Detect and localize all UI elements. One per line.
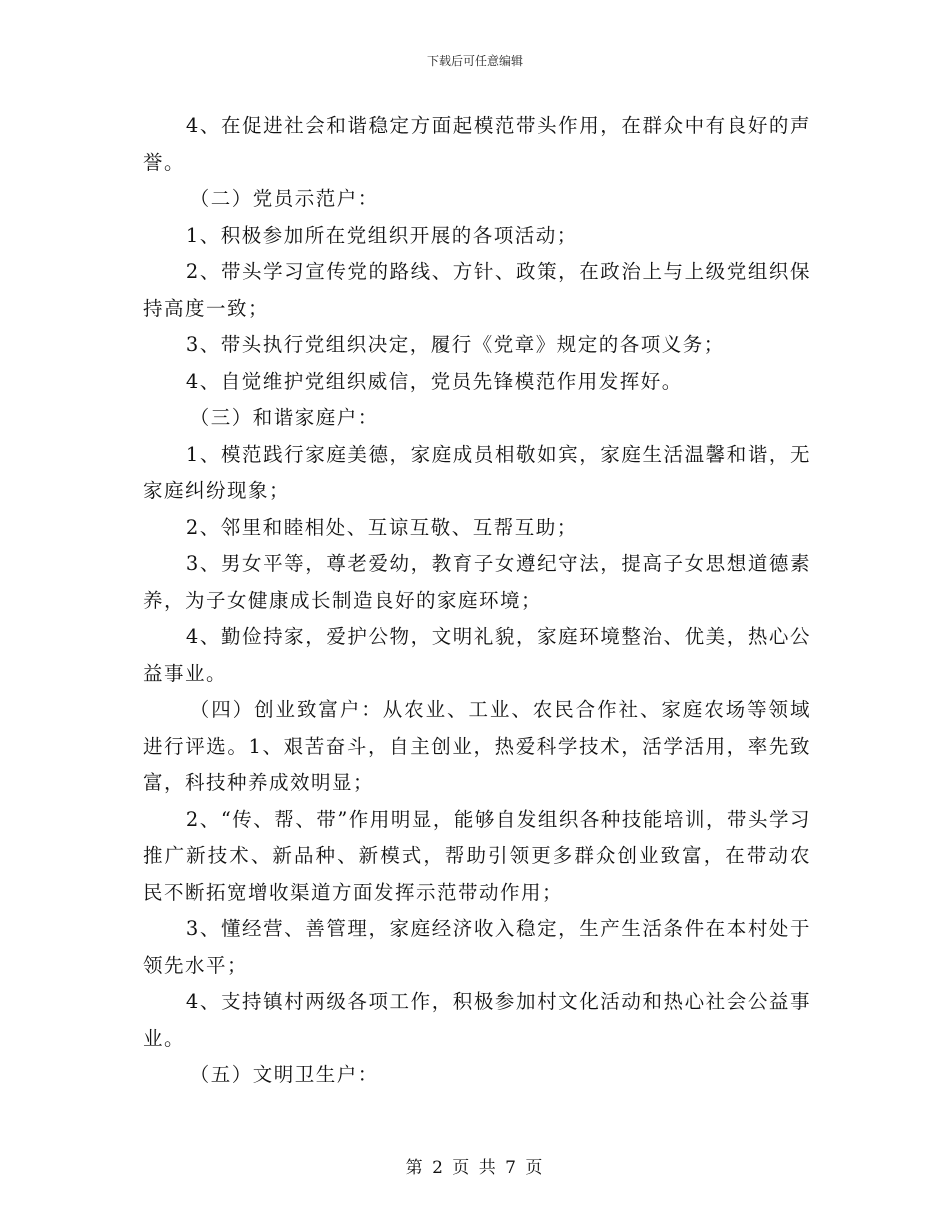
paragraph: 4、支持镇村两级各项工作，积极参加村文化活动和热心社会公益事业。 bbox=[143, 990, 811, 1050]
paragraph: 2、“传、帮、带”作用明显，能够自发组织各种技能培训，带头学习推广新技术、新品种、新模式，帮助引领更多群众创业致富，在带动农民不断拓宽增收渠道方面发挥示范带动作用； bbox=[143, 807, 811, 904]
paragraph: 2、邻里和睦相处、互谅互敬、互帮互助； bbox=[185, 515, 578, 539]
paragraph: 3、男女平等，尊老爱幼，教育子女遵纪守法，提高子女思想道德素养，为子女健康成长制造良好的家庭环境； bbox=[143, 552, 811, 612]
paragraph: 2、带头学习宣传党的路线、方针、政策，在政治上与上级党组织保持高度一致； bbox=[143, 260, 811, 320]
paragraph: 1、模范践行家庭美德，家庭成员相敬如宾，家庭生活温馨和谐，无家庭纠纷现象； bbox=[143, 442, 811, 502]
page-number: 第 2 页 共 7 页 bbox=[405, 1158, 545, 1178]
section-heading: （五）文明卫生户： bbox=[189, 1063, 379, 1086]
paragraph: 4、在促进社会和谐稳定方面起模范带头作用，在群众中有良好的声誉。 bbox=[143, 114, 811, 174]
paragraph: 4、勤俭持家，爱护公物，文明礼貌，家庭环境整治、优美，热心公益事业。 bbox=[143, 625, 811, 685]
section-heading: （三）和谐家庭户： bbox=[189, 406, 379, 429]
paragraph: 4、自觉维护党组织威信，党员先锋模范作用发挥好。 bbox=[185, 369, 683, 393]
section-heading: （四）创业致富户：从农业、工业、农民合作社、家庭农场等领域进行评选。1、艰苦奋斗，自主创业，热爱科学技术，活学活用，率先致富，科技种养成效明显； bbox=[143, 698, 811, 794]
paragraph: 3、懂经营、善管理，家庭经济收入稳定，生产生活条件在本村处于领先水平； bbox=[143, 917, 811, 977]
paragraph: 3、带头执行党组织决定，履行《党章》规定的各项义务； bbox=[185, 333, 725, 356]
section-heading: （二）党员示范户： bbox=[189, 187, 379, 210]
paragraph: 1、积极参加所在党组织开展的各项活动； bbox=[185, 223, 578, 247]
page-header: 下载后可任意编辑 bbox=[426, 54, 523, 68]
body-text bbox=[143, 108, 811, 1094]
